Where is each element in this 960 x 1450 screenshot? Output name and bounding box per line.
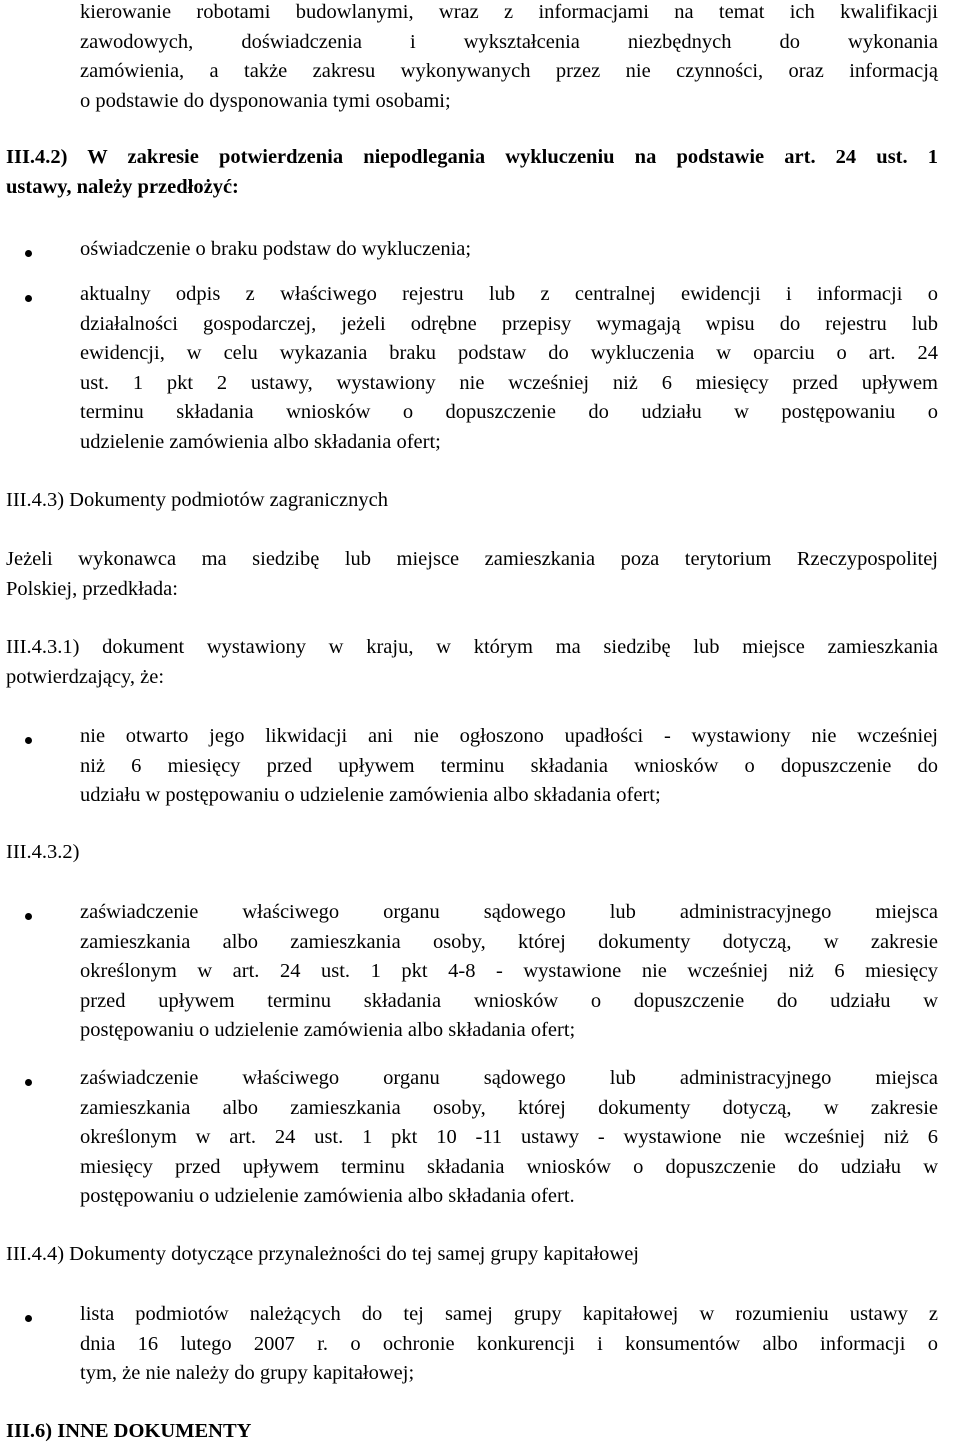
list-item-text: ust. 1 pkt 2 ustawy, wystawiony nie wcześniej niż 6 miesięcy przed upływem	[80, 371, 938, 394]
list-item-text: terminu składania wniosków o dopuszczenie do udziału w postępowaniu o	[80, 401, 938, 423]
heading-line: III.6) INNE DOKUMENTY	[6, 1420, 252, 1442]
list-item	[80, 235, 938, 265]
heading-line: III.4.4) Dokumenty dotyczące przynależności do tej samej grupy kapitałowej	[6, 1243, 639, 1265]
list-item-text: miesięcy przed upływem terminu składania wniosków o dopuszczenie do udziału w	[80, 1155, 938, 1178]
list-item-text: niż 6 miesięcy przed upływem terminu składania wniosków o dopuszczenie do	[80, 754, 938, 777]
section-heading-3-4-2	[6, 143, 938, 202]
list-item-text: zaświadczenie właściwego organu sądowego lub administracyjnego miejsca	[80, 1067, 938, 1089]
section-heading-3-4-4	[6, 1240, 938, 1270]
list-item-text: postępowaniu o udzielenie zamówienia albo składania ofert.	[80, 1185, 575, 1207]
text-line: III.4.3.1) dokument wystawiony w kraju, w którym ma siedzibę lub miejsce zamieszkania	[6, 636, 938, 658]
list-item	[80, 1064, 938, 1212]
list-item	[80, 280, 938, 457]
list-item-text: tym, że nie należy do grupy kapitałowej;	[80, 1362, 415, 1384]
section-heading-3-6	[6, 1417, 938, 1447]
list-item-text: zamieszkania albo zamieszkania osoby, której dokumenty dotyczą, w zakresie	[80, 930, 938, 953]
bullet-icon	[25, 1315, 32, 1322]
text-line: kierowanie robotami budowlanymi, wraz z informacjami na temat ich kwalifikacji	[80, 1, 938, 23]
list-item-text: ewidencji, w celu wykazania braku podstaw do wykluczenia w oparciu o art. 24	[80, 342, 938, 364]
list-item-text: postępowaniu o udzielenie zamówienia albo składania ofert;	[80, 1019, 576, 1041]
list-item-text: dnia 16 lutego 2007 r. o ochronie konkurencji i konsumentów albo informacji o	[80, 1332, 938, 1355]
heading-line: ustawy, należy przedłożyć:	[6, 175, 239, 198]
bullet-icon	[25, 295, 32, 302]
heading-line: III.4.3) Dokumenty podmiotów zagranicznych	[6, 489, 388, 511]
list-item-text: zamieszkania albo zamieszkania osoby, której dokumenty dotyczą, w zakresie	[80, 1096, 938, 1119]
paragraph	[6, 545, 938, 604]
bullet-icon	[25, 737, 32, 744]
list-item-text: udziału w postępowaniu o udzielenie zamówienia albo składania ofert;	[80, 784, 661, 806]
list-item	[80, 898, 938, 1046]
text-line: Jeżeli wykonawca ma siedzibę lub miejsce zamieszkania poza terytorium Rzeczypospolitej	[6, 548, 938, 570]
subsection-3-4-3-2	[6, 838, 938, 868]
text-line: o podstawie do dysponowania tymi osobami;	[80, 89, 451, 112]
section-heading-3-4-3	[6, 486, 938, 516]
list-item	[80, 1300, 938, 1389]
list-item-text: określonym w art. 24 ust. 1 pkt 4-8 - wystawione nie wcześniej niż 6 miesięcy	[80, 960, 938, 982]
list-item-text: działalności gospodarczej, jeżeli odrębne przepisy wymagają wpisu do rejestru lub	[80, 312, 938, 335]
bullet-icon	[25, 913, 32, 920]
intro-paragraph	[80, 0, 938, 116]
list-item-text: oświadczenie o braku podstaw do wykluczenia;	[80, 238, 472, 260]
heading-line: III.4.2) W zakresie potwierdzenia niepodlegania wykluczeniu na podstawie art. 24 ust. 1	[6, 146, 938, 168]
text-line: zamówienia, a także zakresu wykonywanych przez nie czynności, oraz informacją	[80, 60, 938, 82]
list-item-text: przed upływem terminu składania wniosków o dopuszczenie do udziału w	[80, 989, 938, 1012]
subsection-label: III.4.3.2)	[6, 841, 80, 863]
bullet-icon	[25, 250, 32, 257]
list-item-text: aktualny odpis z właściwego rejestru lub z centralnej ewidencji i informacji o	[80, 283, 938, 305]
list-item-text: nie otwarto jego likwidacji ani nie ogłoszono upadłości - wystawiony nie wcześniej	[80, 725, 938, 747]
text-line: Polskiej, przedkłada:	[6, 577, 178, 600]
list-item-text: zaświadczenie właściwego organu sądowego lub administracyjnego miejsca	[80, 901, 938, 923]
list-item-text: udzielenie zamówienia albo składania ofert;	[80, 430, 441, 453]
text-line: zawodowych, doświadczenia i wykształcenia niezbędnych do wykonania	[80, 30, 938, 53]
list-item-text: określonym w art. 24 ust. 1 pkt 10 -11 ustawy - wystawione nie wcześniej niż 6	[80, 1126, 938, 1148]
subsection-3-4-3-1	[6, 633, 938, 692]
bullet-icon	[25, 1079, 32, 1086]
list-item-text: lista podmiotów należących do tej samej grupy kapitałowej w rozumieniu ustawy z	[80, 1303, 938, 1325]
list-item	[80, 722, 938, 811]
text-line: potwierdzający, że:	[6, 665, 165, 688]
